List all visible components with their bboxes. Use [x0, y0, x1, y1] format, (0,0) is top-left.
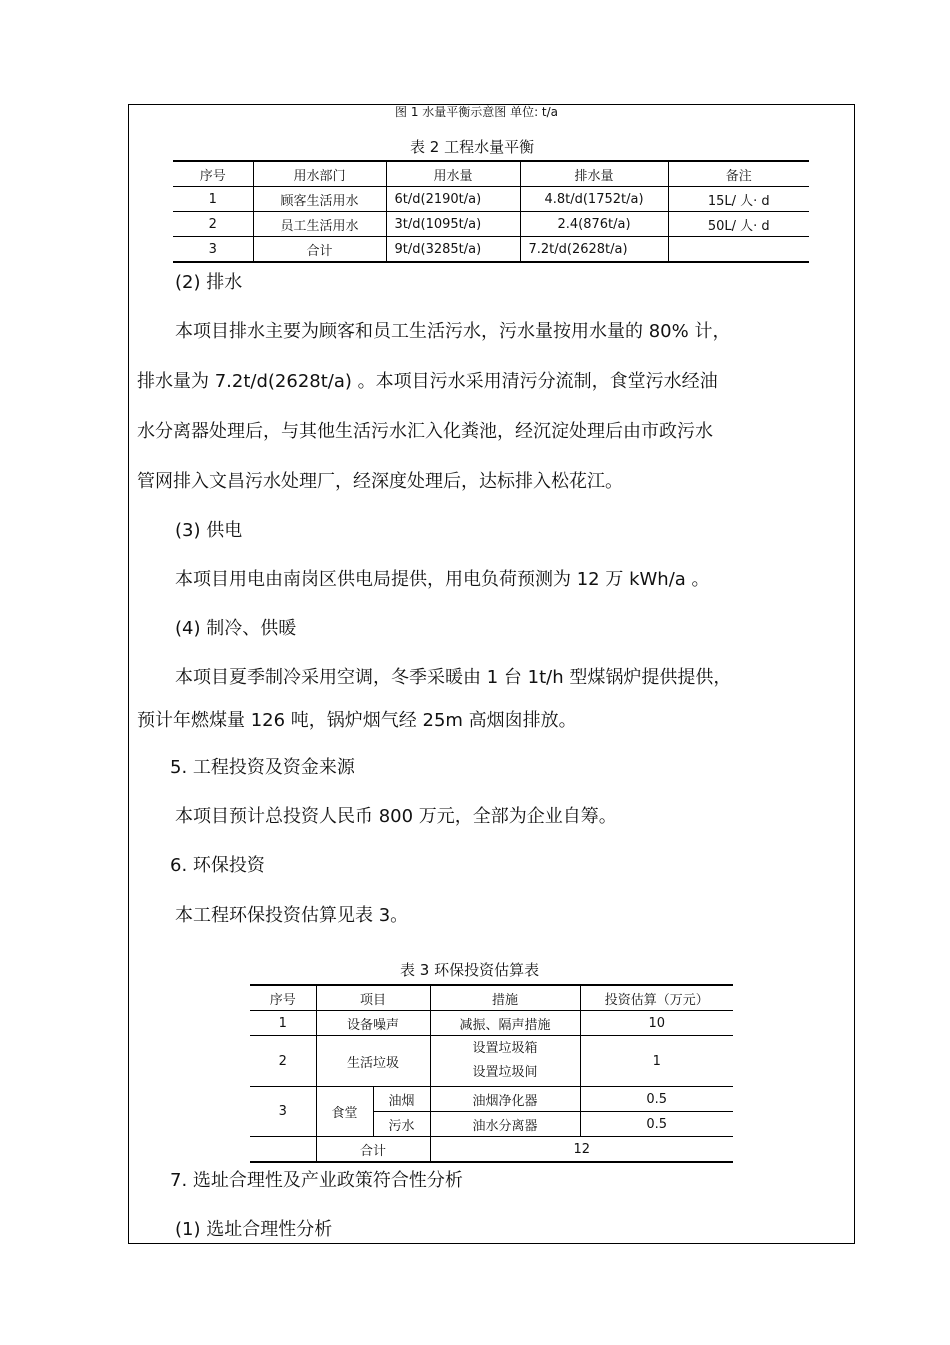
table-cell: 2 — [250, 1036, 316, 1087]
hvac-paragraph-line: 本项目夏季制冷采用空调，冬季采暖由 1 台 1t/h 型煤锅炉提供提供， — [175, 667, 732, 688]
table-row — [250, 1036, 733, 1087]
table-cell: 2.4(876t/a) — [520, 212, 668, 237]
investment-paragraph: 本项目预计总投资人民币 800 万元，全部为企业自筹。 — [175, 806, 617, 827]
power-paragraph: 本项目用电由南岗区供电局提供，用电负荷预测为 12 万 kWh/a 。 — [175, 569, 710, 590]
table-cell: 1 — [580, 1036, 733, 1087]
env-investment-paragraph: 本工程环保投资估算见表 3。 — [175, 905, 409, 926]
table-row — [173, 212, 809, 237]
power-heading: (3) 供电 — [175, 520, 243, 541]
table-2-caption: 表 2 工程水量平衡 — [410, 138, 535, 156]
investment-heading: 5. 工程投资及资金来源 — [170, 757, 355, 778]
hvac-paragraph-line: 预计年燃煤量 126 吨，锅炉烟气经 25m 高烟囱排放。 — [137, 710, 577, 731]
table-cell: 4.8t/d(1752t/a) — [520, 187, 668, 212]
env-investment-table — [250, 984, 733, 1163]
table-cell: 0.5 — [580, 1087, 733, 1112]
table-row — [250, 1087, 733, 1112]
site-analysis-heading: 7. 选址合理性及产业政策符合性分析 — [170, 1170, 463, 1191]
header-cell: 序号 — [250, 985, 316, 1011]
header-cell: 措施 — [430, 985, 580, 1011]
table-row — [250, 1011, 733, 1036]
table-cell: 2 — [173, 212, 253, 237]
drain-paragraph-line: 水分离器处理后，与其他生活污水汇入化粪池，经沉淀处理后由市政污水 — [137, 421, 713, 442]
table-cell: 1 — [250, 1011, 316, 1036]
water-balance-table — [173, 160, 809, 263]
drain-paragraph-line: 排水量为 7.2t/d(2628t/a) 。本项目污水采用清污分流制，食堂污水经油 — [137, 371, 718, 392]
table-row — [173, 237, 809, 263]
drain-heading: (2) 排水 — [175, 272, 243, 293]
table-header-row — [173, 161, 809, 187]
header-cell: 项目 — [316, 985, 430, 1011]
table-cell: 油烟 — [373, 1087, 430, 1112]
figure-1-caption: 图 1 水量平衡示意图 单位: t/a — [395, 105, 559, 119]
table-cell: 污水 — [373, 1112, 430, 1137]
header-cell: 备注 — [725, 168, 752, 184]
drain-paragraph-line: 管网排入文昌污水处理厂，经深度处理后，达标排入松花江。 — [137, 471, 623, 492]
site-analysis-subheading: (1) 选址合理性分析 — [175, 1219, 333, 1240]
table-cell — [430, 1036, 580, 1087]
table-cell: 15L/ 人· d — [668, 187, 809, 212]
table-cell: 3t/d(1095t/a) — [386, 212, 520, 237]
env-investment-heading: 6. 环保投资 — [170, 855, 265, 876]
header-cell: 投资估算（万元） — [604, 992, 709, 1008]
table-cell: 油水分离器 — [430, 1112, 580, 1137]
measure-text: 设置垃圾箱 — [472, 1041, 538, 1056]
table-cell: 油烟净化器 — [430, 1087, 580, 1112]
table-3-caption: 表 3 环保投资估算表 — [400, 961, 540, 979]
table-row — [173, 187, 809, 212]
header-cell: 用水部门 — [253, 161, 386, 187]
table-cell: 12 — [430, 1137, 733, 1163]
table-cell: 7.2t/d(2628t/a) — [520, 237, 668, 263]
table-cell: 生活垃圾 — [316, 1036, 430, 1087]
table-cell: 3 — [173, 237, 253, 263]
drain-paragraph-line: 本项目排水主要为顾客和员工生活污水，污水量按用水量的 80% 计， — [175, 321, 731, 342]
table-cell: 减振、隔声措施 — [430, 1011, 580, 1036]
header-cell: 排水量 — [520, 161, 668, 187]
table-cell: 合计 — [253, 237, 386, 263]
table-cell: 1 — [173, 187, 253, 212]
table-cell — [668, 237, 809, 263]
table-cell: 合计 — [316, 1137, 430, 1163]
table-cell: 6t/d(2190t/a) — [386, 187, 520, 212]
table-cell: 3 — [250, 1087, 316, 1137]
table-cell: 设备噪声 — [316, 1011, 430, 1036]
table-cell: 9t/d(3285t/a) — [386, 237, 520, 263]
table-cell — [250, 1137, 316, 1163]
table-cell: 员工生活用水 — [253, 212, 386, 237]
measure-text: 设置垃圾间 — [472, 1065, 538, 1080]
header-cell: 用水量 — [386, 161, 520, 187]
table-header-row — [250, 985, 733, 1011]
table-total-row — [250, 1137, 733, 1163]
header-cell: 序号 — [173, 161, 253, 187]
table-cell: 顾客生活用水 — [253, 187, 386, 212]
hvac-heading: (4) 制冷、供暖 — [175, 618, 297, 639]
table-cell: 食堂 — [316, 1087, 373, 1137]
table-cell: 50L/ 人· d — [668, 212, 809, 237]
table-cell: 0.5 — [580, 1112, 733, 1137]
table-cell: 10 — [580, 1011, 733, 1036]
